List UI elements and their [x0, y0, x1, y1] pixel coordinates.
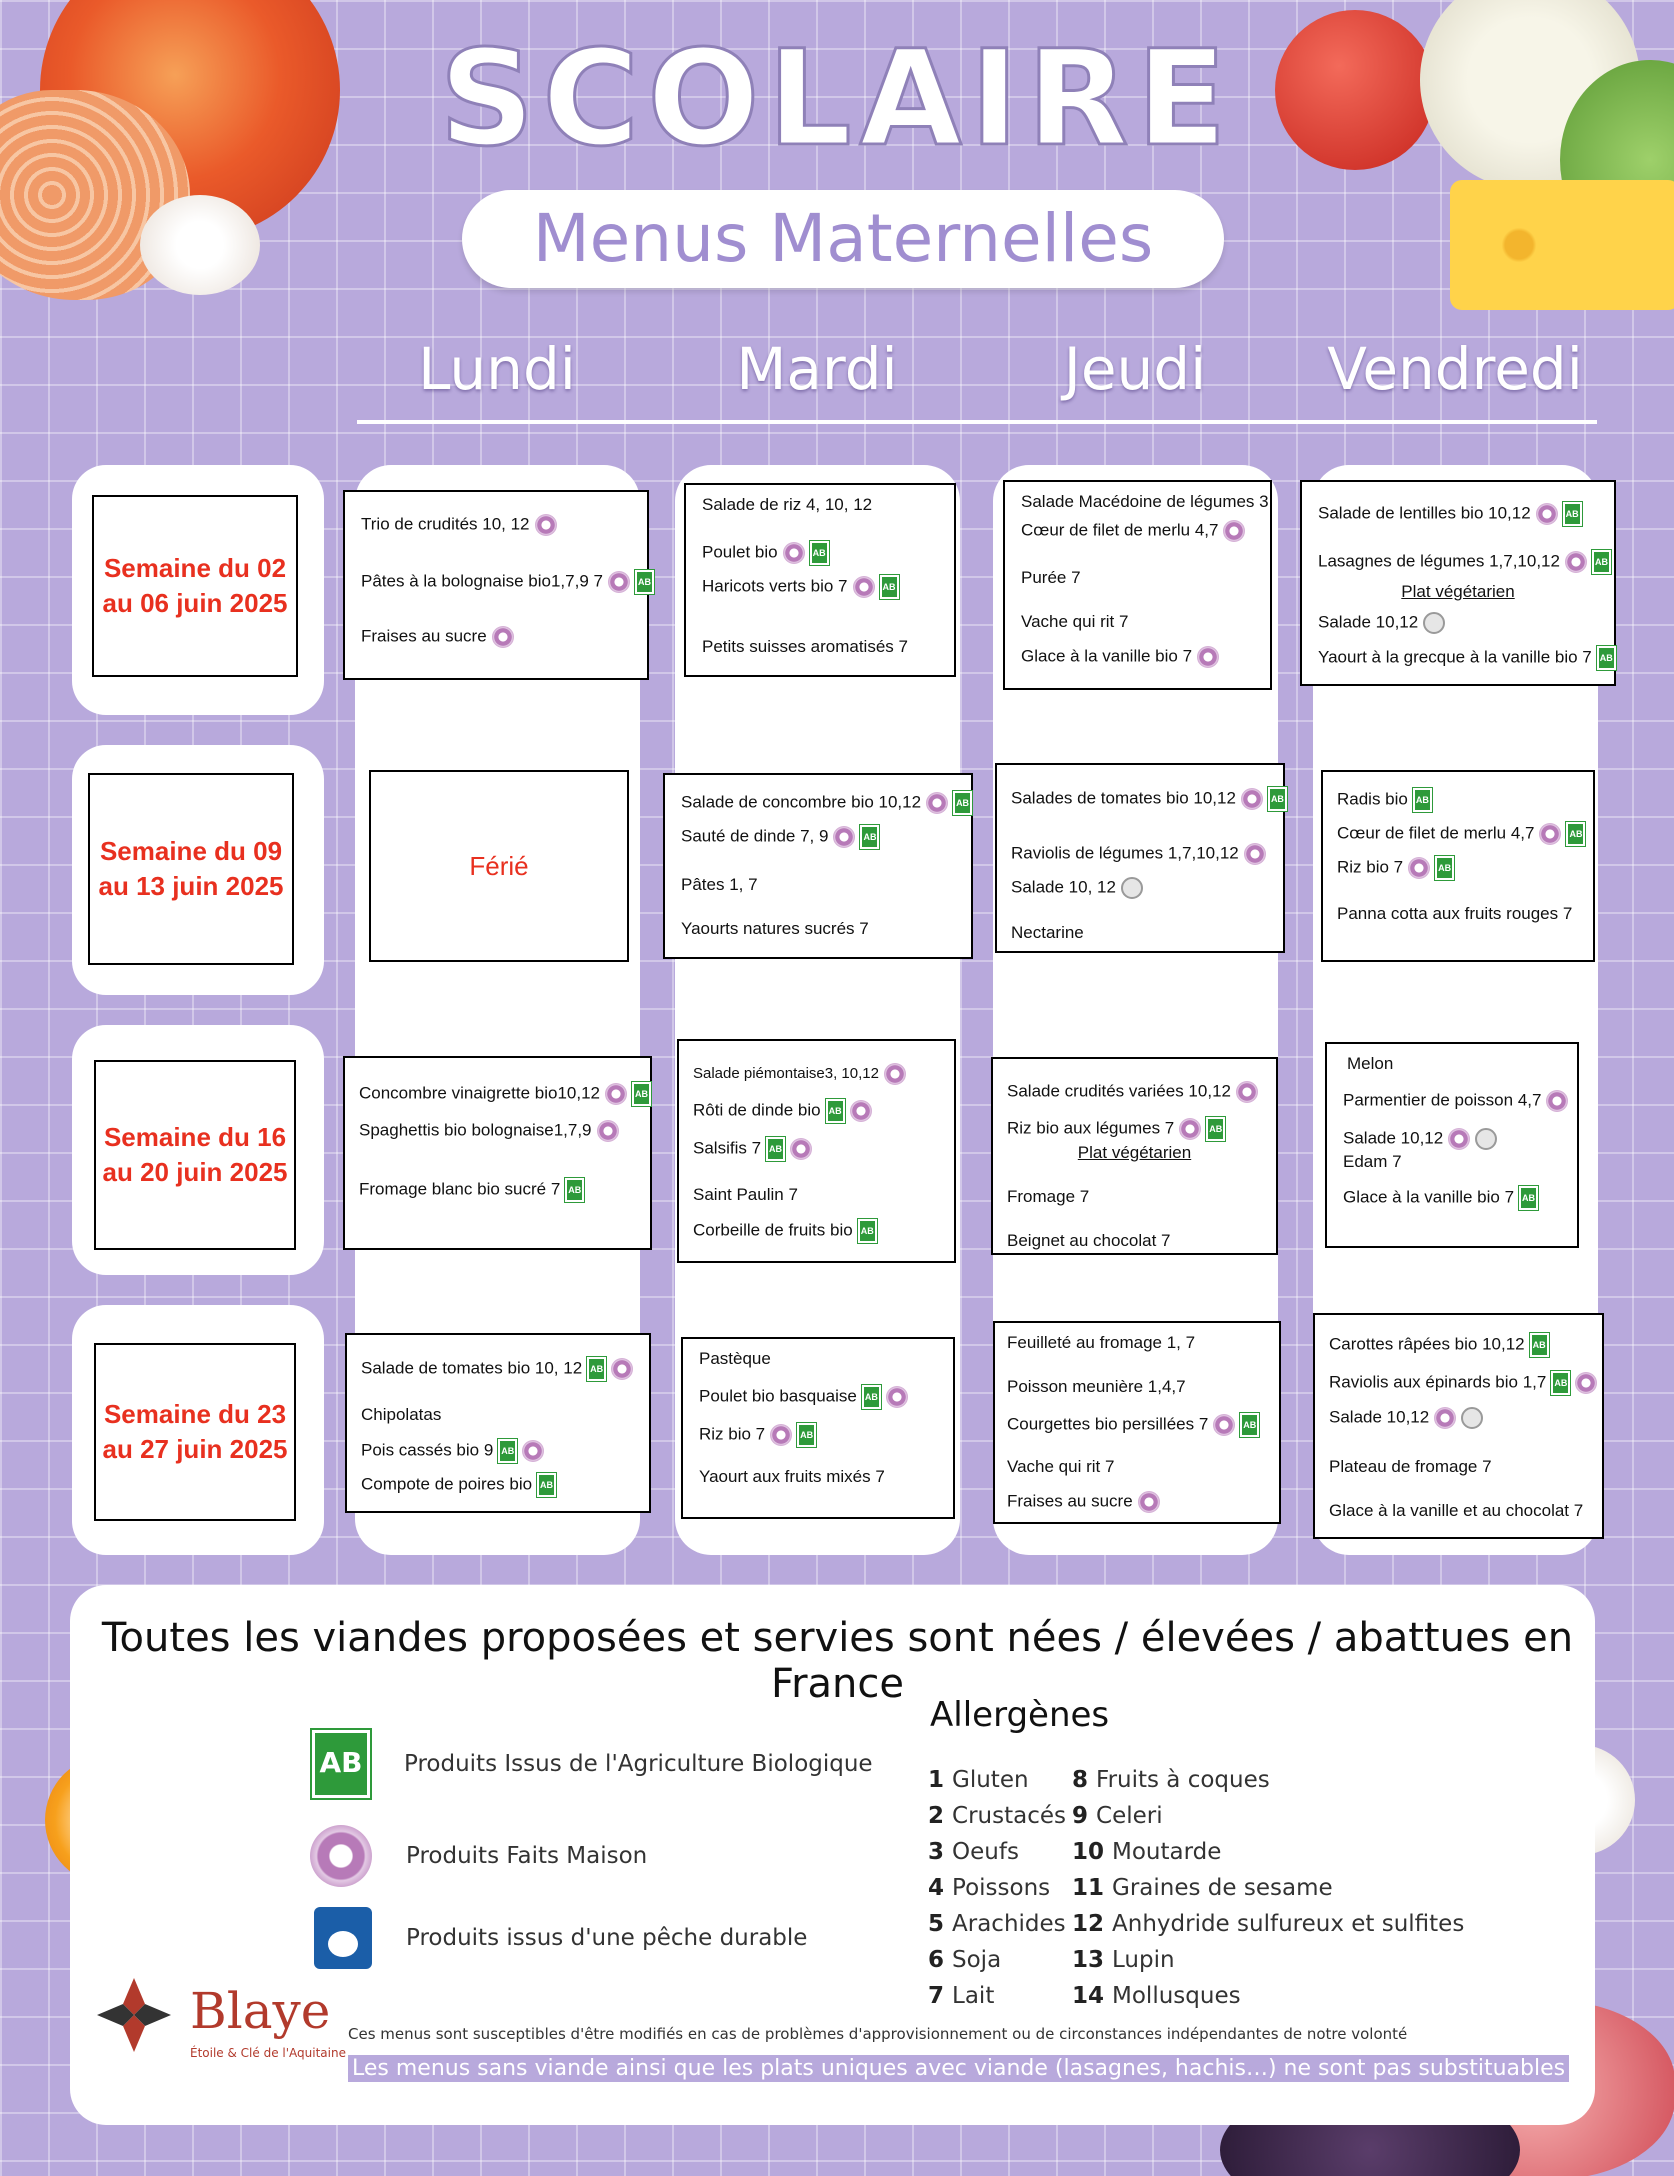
legend-organic	[312, 1730, 873, 1798]
allergen-item: 12 Anhydride sulfureux et sulfites	[1072, 1911, 1465, 1937]
organic-ab-icon: AB	[312, 1730, 370, 1798]
menu-w3-jeudi	[991, 1057, 1278, 1255]
menu-w1-lundi	[343, 490, 649, 680]
menu-item: Salade de concombre bio 10,12 AB	[681, 791, 972, 815]
menu-item: Fromage 7	[1007, 1187, 1090, 1206]
homemade-icon	[1565, 551, 1587, 573]
homemade-icon	[535, 514, 557, 536]
menu-item: Sauté de dinde 7, 9 AB	[681, 825, 879, 849]
homemade-icon	[1236, 1081, 1258, 1103]
menu-item: Salade crudités variées 10,12	[1007, 1081, 1258, 1103]
organic-ab-icon: AB	[1597, 646, 1616, 670]
menu-item: Plateau de fromage 7	[1329, 1457, 1492, 1476]
allergen-item: 14 Mollusques	[1072, 1983, 1241, 2009]
menu-item: Salade 10,12	[1343, 1128, 1497, 1150]
allergen-item: 11 Graines de sesame	[1072, 1875, 1333, 1901]
menu-item: Edam 7	[1343, 1152, 1402, 1171]
vegetarian-label: Plat végétarien	[1077, 1143, 1192, 1162]
homemade-icon	[886, 1386, 908, 1408]
msc-sustainable-fishing-icon	[1423, 612, 1445, 634]
day-header-lundi: Lundi	[418, 335, 576, 403]
menu-item: Salade 10,12	[1318, 612, 1445, 634]
menu-item: Glace à la vanille bio 7 AB	[1343, 1186, 1538, 1210]
menu-item: Pastèque	[699, 1349, 771, 1368]
menu-item: Lasagnes de légumes 1,7,10,12 AB	[1318, 550, 1611, 574]
organic-ab-icon: AB	[1551, 1371, 1570, 1395]
menu-item: Riz bio 7 AB	[699, 1423, 816, 1447]
legend-label: Produits Issus de l'Agriculture Biologique	[404, 1751, 873, 1777]
homemade-icon	[783, 542, 805, 564]
menu-item: Beignet au chocolat 7	[1007, 1231, 1171, 1250]
organic-ab-icon: AB	[565, 1178, 584, 1202]
organic-ab-icon: AB	[1563, 502, 1582, 526]
homemade-icon	[597, 1120, 619, 1142]
menu-item: Panna cotta aux fruits rouges 7	[1337, 904, 1573, 923]
allergen-item: 13 Lupin	[1072, 1947, 1175, 1973]
page-title: SCOLAIRE	[439, 22, 1235, 176]
no-substitution-note: Les menus sans viande ainsi que les plats uniques avec viande (lasagnes, hachis…) ne sont pas substituables	[348, 2055, 1569, 2082]
menu-w3-mardi	[677, 1039, 956, 1263]
allergen-item: 5 Arachides	[928, 1911, 1066, 1937]
menu-item: Corbeille de fruits bio AB	[693, 1219, 877, 1243]
menu-item: Fraises au sucre	[361, 626, 514, 648]
meat-origin-headline: Toutes les viandes proposées et servies sont nées / élevées / abattues en France	[101, 1615, 1574, 1707]
organic-ab-icon: AB	[1592, 550, 1611, 574]
organic-ab-icon: AB	[862, 1385, 881, 1409]
menu-item: Cœur de filet de merlu 4,7	[1021, 520, 1245, 542]
homemade-icon	[605, 1083, 627, 1105]
homemade-icon	[790, 1138, 812, 1160]
week-card	[72, 465, 324, 715]
organic-ab-icon: AB	[880, 575, 899, 599]
menu-w2-vendredi	[1321, 770, 1595, 962]
menu-item: Compote de poires bio AB	[361, 1473, 556, 1497]
disclaimer-note: Ces menus sont susceptibles d'être modifiés en cas de problèmes d'approvisionnement ou de circonstances indépendantes de notre volonté	[348, 2025, 1408, 2043]
legend-label: Produits issus d'une pêche durable	[406, 1925, 808, 1951]
menu-item: Pâtes à la bolognaise bio1,7,9 7 AB	[361, 570, 654, 594]
organic-ab-icon: AB	[953, 791, 972, 815]
homemade-icon	[1575, 1372, 1597, 1394]
menu-item: Salade de tomates bio 10, 12 AB	[361, 1357, 633, 1381]
organic-ab-icon: AB	[1240, 1413, 1259, 1437]
organic-ab-icon: AB	[1268, 787, 1287, 811]
allergen-item: 3 Oeufs	[928, 1839, 1019, 1865]
day-header-jeudi: Jeudi	[1063, 335, 1207, 403]
homemade-icon	[850, 1100, 872, 1122]
allergen-item: 4 Poissons	[928, 1875, 1051, 1901]
menu-item: Feuilleté au fromage 1, 7	[1007, 1333, 1196, 1352]
allergens-title: Allergènes	[930, 1695, 1110, 1735]
holiday-label: Férié	[469, 850, 529, 881]
menu-w2-lundi	[369, 770, 629, 962]
homemade-icon	[1539, 823, 1561, 845]
homemade-icon	[1179, 1118, 1201, 1140]
allergen-item: 7 Lait	[928, 1983, 995, 2009]
menu-item: Fromage blanc bio sucré 7 AB	[359, 1178, 584, 1202]
menu-item: Carottes râpées bio 10,12 AB	[1329, 1333, 1549, 1357]
organic-ab-icon: AB	[587, 1357, 606, 1381]
menu-item: Radis bio AB	[1337, 788, 1432, 812]
menu-item: Pâtes 1, 7	[681, 875, 758, 894]
homemade-icon	[1223, 520, 1245, 542]
week-card	[72, 1305, 324, 1555]
menu-item: Salades de tomates bio 10,12 AB	[1011, 787, 1287, 811]
homemade-icon	[1546, 1090, 1568, 1112]
menu-w1-mardi	[684, 483, 956, 677]
homemade-icon	[310, 1825, 372, 1887]
day-header-vendredi: Vendredi	[1327, 335, 1583, 403]
menu-item: Salade de riz 4, 10, 12	[702, 495, 873, 514]
menu-item: Raviolis aux épinards bio 1,7 AB	[1329, 1371, 1597, 1395]
organic-ab-icon: AB	[635, 570, 654, 594]
menu-item: Poisson meunière 1,4,7	[1007, 1377, 1186, 1396]
menu-w4-jeudi	[993, 1321, 1281, 1524]
homemade-icon	[1138, 1491, 1160, 1513]
menu-item: Chipolatas	[361, 1405, 442, 1424]
msc-sustainable-fishing-icon	[1475, 1128, 1497, 1150]
menu-w4-vendredi	[1313, 1313, 1604, 1539]
menu-item: Salade de lentilles bio 10,12 AB	[1318, 502, 1582, 526]
menu-item: Pois cassés bio 9 AB	[361, 1439, 544, 1463]
legend-homemade	[310, 1825, 647, 1887]
homemade-icon	[522, 1440, 544, 1462]
homemade-icon	[611, 1358, 633, 1380]
homemade-icon	[1536, 503, 1558, 525]
cheese-illustration	[1450, 180, 1674, 310]
menu-w1-jeudi	[1003, 480, 1272, 690]
legend-msc	[314, 1907, 807, 1969]
week-label: Semaine du 16 au 20 juin 2025	[94, 1060, 296, 1250]
menu-w4-mardi	[681, 1337, 955, 1519]
menu-item: Vache qui rit 7	[1021, 612, 1129, 631]
menu-item: Riz bio aux légumes 7 AB	[1007, 1117, 1225, 1141]
menu-item: Salade Macédoine de légumes 3	[1021, 492, 1269, 511]
menu-item: Yaourt à la grecque à la vanille bio 7 AB	[1318, 646, 1616, 670]
homemade-icon	[1448, 1128, 1470, 1150]
menu-w4-lundi	[345, 1333, 651, 1513]
allergen-item: 10 Moutarde	[1072, 1839, 1222, 1865]
homemade-icon	[770, 1424, 792, 1446]
menu-item: Yaourt aux fruits mixés 7	[699, 1467, 885, 1486]
allergen-item: 6 Soja	[928, 1947, 1002, 1973]
menu-w1-vendredi	[1300, 480, 1616, 686]
organic-ab-icon: AB	[498, 1439, 517, 1463]
allergen-item: 9 Celeri	[1072, 1803, 1163, 1829]
organic-ab-icon: AB	[632, 1082, 651, 1106]
organic-ab-icon: AB	[810, 541, 829, 565]
menu-item: Poulet bio AB	[702, 541, 829, 565]
blaye-star-icon	[95, 1976, 173, 2054]
menu-item: Salade 10, 12	[1011, 877, 1143, 899]
menu-item: Rôti de dinde bio AB	[693, 1099, 872, 1123]
menu-item: Parmentier de poisson 4,7	[1343, 1090, 1568, 1112]
menu-w3-vendredi	[1325, 1042, 1579, 1248]
homemade-icon	[608, 571, 630, 593]
organic-ab-icon: AB	[537, 1473, 556, 1497]
menu-item: Spaghettis bio bolognaise1,7,9	[359, 1120, 619, 1142]
week-label: Semaine du 02 au 06 juin 2025	[92, 495, 298, 677]
menu-w2-mardi	[663, 773, 973, 959]
organic-ab-icon: AB	[797, 1423, 816, 1447]
menu-item: Fraises au sucre	[1007, 1491, 1160, 1513]
legend-label: Produits Faits Maison	[406, 1843, 648, 1869]
allergen-item: 2 Crustacés	[928, 1803, 1066, 1829]
menu-item: Purée 7	[1021, 568, 1081, 587]
organic-ab-icon: AB	[826, 1099, 845, 1123]
organic-ab-icon: AB	[1519, 1186, 1538, 1210]
blaye-logo	[95, 1970, 346, 2070]
homemade-icon	[1241, 788, 1263, 810]
menu-item: Glace à la vanille bio 7	[1021, 646, 1219, 668]
logo-tagline: Étoile & Clé de l'Aquitaine	[190, 2046, 346, 2060]
homemade-icon	[926, 792, 948, 814]
homemade-icon	[853, 576, 875, 598]
organic-ab-icon: AB	[1435, 856, 1454, 880]
menu-item: Raviolis de légumes 1,7,10,12	[1011, 843, 1266, 865]
organic-ab-icon: AB	[1566, 822, 1585, 846]
mushroom-illustration	[140, 195, 260, 295]
menu-item: Vache qui rit 7	[1007, 1457, 1115, 1476]
week-card	[72, 1025, 324, 1275]
menu-item: Concombre vinaigrette bio10,12 AB	[359, 1082, 651, 1106]
menu-item: Courgettes bio persillées 7 AB	[1007, 1413, 1259, 1437]
menu-item: Trio de crudités 10, 12	[361, 514, 557, 536]
homemade-icon	[833, 826, 855, 848]
menu-w3-lundi	[343, 1056, 652, 1250]
week-label: Semaine du 23 au 27 juin 2025	[94, 1343, 296, 1521]
homemade-icon	[492, 626, 514, 648]
logo-name: Blaye	[190, 1982, 331, 2040]
allergen-item: 1 Gluten	[928, 1767, 1029, 1793]
allergen-item: 8 Fruits à coques	[1072, 1767, 1270, 1793]
organic-ab-icon: AB	[1206, 1117, 1225, 1141]
organic-ab-icon: AB	[860, 825, 879, 849]
menu-item: Yaourts natures sucrés 7	[681, 919, 869, 938]
menu-item: Petits suisses aromatisés 7	[702, 637, 908, 656]
week-label: Semaine du 09 au 13 juin 2025	[88, 773, 294, 965]
msc-sustainable-fishing-icon	[314, 1907, 372, 1969]
menu-item: Cœur de filet de merlu 4,7 AB	[1337, 822, 1585, 846]
menu-item: Salade piémontaise3, 10,12	[693, 1063, 906, 1085]
menu-item: Salade 10,12	[1329, 1407, 1483, 1429]
organic-ab-icon: AB	[1530, 1333, 1549, 1357]
msc-sustainable-fishing-icon	[1121, 877, 1143, 899]
homemade-icon	[1244, 843, 1266, 865]
subtitle-pill: Menus Maternelles	[462, 190, 1224, 288]
menu-item: Melon	[1347, 1054, 1394, 1073]
homemade-icon	[1408, 857, 1430, 879]
menu-item: Nectarine	[1011, 923, 1084, 942]
menu-item: Saint Paulin 7	[693, 1185, 798, 1204]
vegetarian-label: Plat végétarien	[1401, 582, 1515, 601]
menu-w2-jeudi	[995, 763, 1285, 953]
msc-sustainable-fishing-icon	[1461, 1407, 1483, 1429]
organic-ab-icon: AB	[858, 1219, 877, 1243]
homemade-icon	[1434, 1407, 1456, 1429]
day-divider	[357, 420, 1597, 424]
menu-item: Salsifis 7 AB	[693, 1137, 812, 1161]
homemade-icon	[884, 1063, 906, 1085]
homemade-icon	[1197, 646, 1219, 668]
menu-item: Poulet bio basquaise AB	[699, 1385, 908, 1409]
footer-panel	[70, 1585, 1595, 2125]
homemade-icon	[1213, 1414, 1235, 1436]
organic-ab-icon: AB	[1413, 788, 1432, 812]
day-header-mardi: Mardi	[736, 335, 898, 403]
week-card	[72, 745, 324, 995]
menu-item: Glace à la vanille et au chocolat 7	[1329, 1501, 1584, 1520]
organic-ab-icon: AB	[766, 1137, 785, 1161]
menu-item: Haricots verts bio 7 AB	[702, 575, 899, 599]
menu-item: Riz bio 7 AB	[1337, 856, 1454, 880]
